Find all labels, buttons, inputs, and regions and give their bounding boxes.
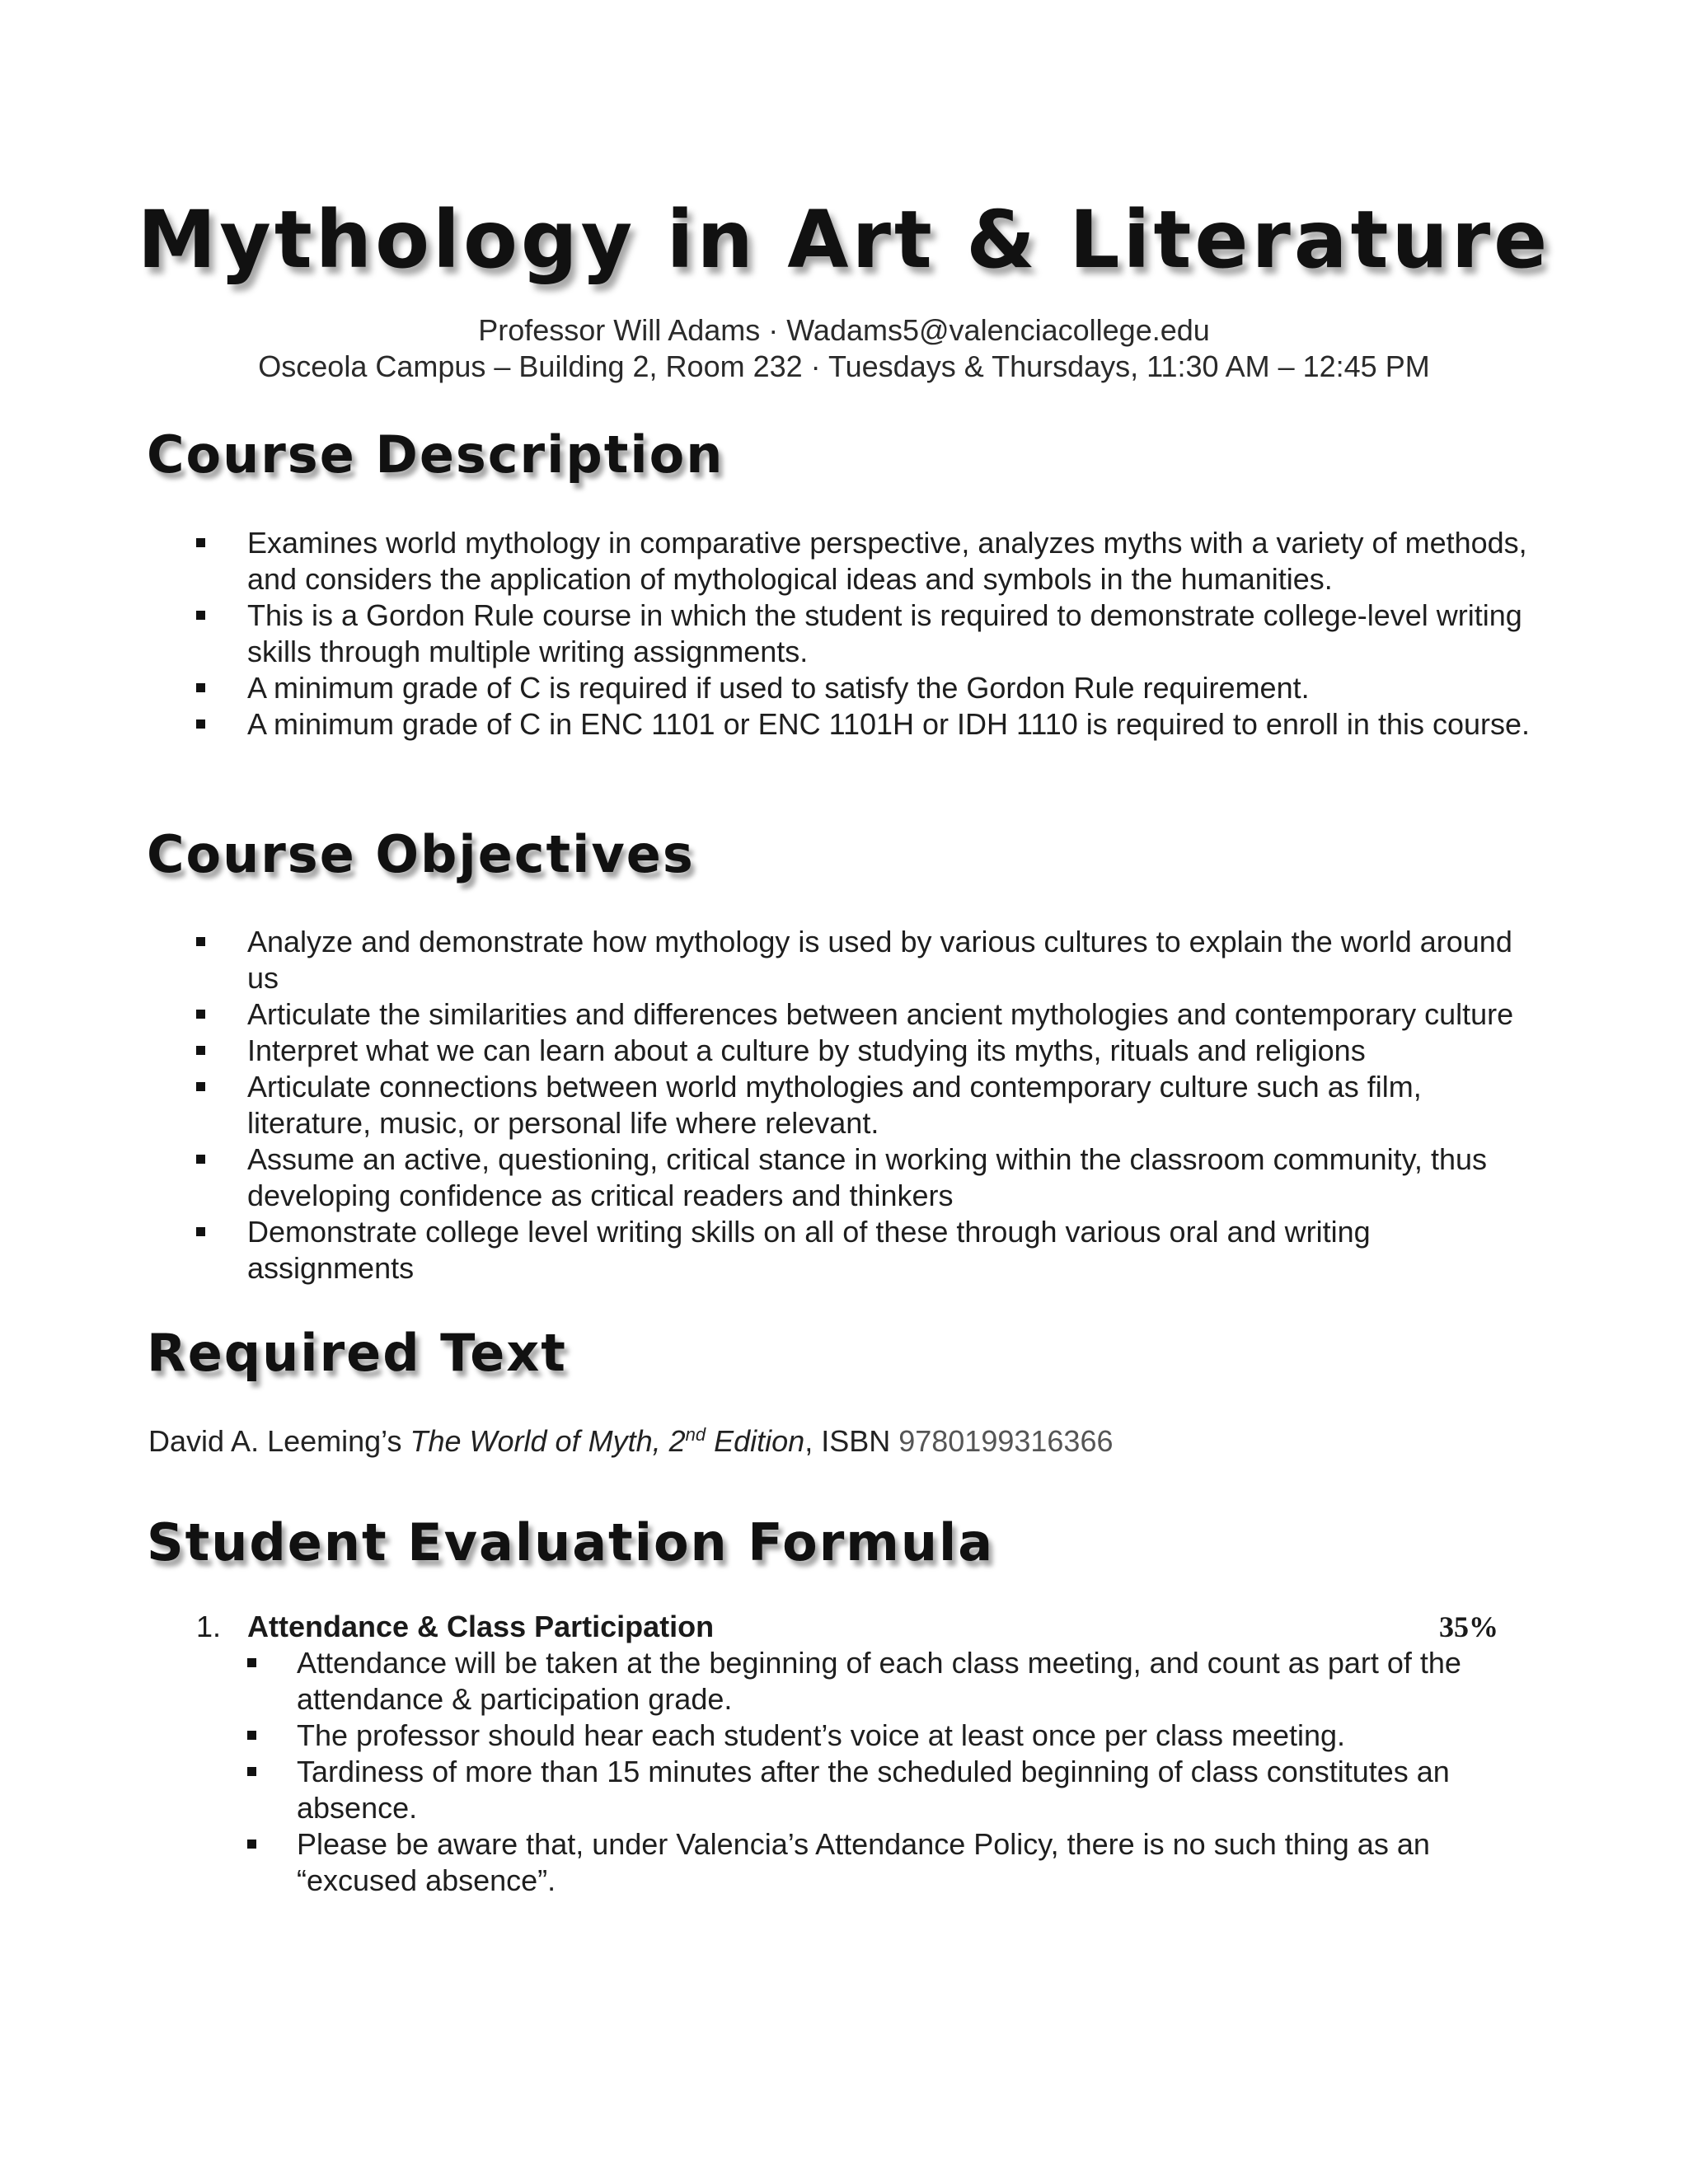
bullet-square-icon: [196, 538, 205, 547]
list-item-text: Please be aware that, under Valencia’s Attendance Policy, there is no such thing as an “excused absence”.: [297, 1827, 1430, 1897]
isbn-label: , ISBN: [804, 1424, 899, 1458]
list-item-text: Examines world mythology in comparative perspective, analyzes myths with a variety of methods, and considers the application of mythological ideas and symbols in the humanities.: [247, 526, 1527, 596]
bullet-square-icon: [196, 937, 205, 946]
list-item: [196, 924, 1531, 996]
list-item-text: Assume an active, questioning, critical stance in working within the classroom community, thus developing confidence as critical readers and thinkers: [247, 1142, 1487, 1212]
bullet-square-icon: [196, 1046, 205, 1055]
bullet-square-icon: [247, 1731, 256, 1740]
bullet-square-icon: [247, 1840, 256, 1849]
list-item-text: The professor should hear each student’s voice at least once per class meeting.: [297, 1718, 1346, 1752]
list-item-text: A minimum grade of C is required if used to satisfy the Gordon Rule requirement.: [247, 671, 1310, 705]
bullet-square-icon: [247, 1767, 256, 1776]
edition-suffix: Edition: [706, 1424, 805, 1458]
list-item: [247, 1645, 1533, 1718]
list-item: [247, 1754, 1533, 1826]
bullet-square-icon: [196, 1227, 205, 1236]
list-item: [196, 670, 1531, 706]
bullet-square-icon: [196, 683, 205, 692]
list-item: [196, 525, 1531, 598]
professor-contact-line: Professor Will Adams · Wadams5@valenciacollege.edu: [478, 313, 1210, 347]
course-objectives-list: [196, 924, 1531, 1286]
list-item-text: Interpret what we can learn about a culture by studying its myths, rituals and religions: [247, 1033, 1366, 1067]
list-item-text: Demonstrate college level writing skills on all of these through various oral and writing assignments: [247, 1215, 1371, 1285]
list-item-text: This is a Gordon Rule course in which the student is required to demonstrate college-level writing skills through multiple writing assignments.: [247, 598, 1522, 668]
list-item: [247, 1826, 1533, 1899]
item-number: 1.: [196, 1610, 222, 1643]
item-percent: 35%: [1439, 1610, 1498, 1643]
bullet-square-icon: [196, 1010, 205, 1019]
course-objectives-heading: Course Objectives: [147, 824, 695, 884]
page-title: Mythology in Art & Literature: [137, 194, 1551, 286]
list-item: [196, 1069, 1531, 1141]
list-item: [196, 1033, 1531, 1069]
isbn-value: 9780199316366: [898, 1424, 1114, 1458]
bullet-square-icon: [196, 1155, 205, 1164]
list-item: [196, 1141, 1531, 1214]
book-title: The World of Myth, 2: [410, 1424, 686, 1458]
course-description-list: [196, 525, 1531, 743]
list-item: [196, 1214, 1531, 1286]
list-item-text: Tardiness of more than 15 minutes after the scheduled beginning of class constitutes an absence.: [297, 1755, 1450, 1825]
attendance-details-list: [247, 1645, 1533, 1899]
class-location-time-line: Osceola Campus – Building 2, Room 232 · Tuesdays & Thursdays, 11:30 AM – 12:45 PM: [258, 349, 1430, 383]
list-item-text: Articulate connections between world mythologies and contemporary culture such as film, literature, music, or personal life where relevant.: [247, 1070, 1422, 1140]
book-author: David A. Leeming’s: [148, 1424, 410, 1458]
list-item-text: A minimum grade of C in ENC 1101 or ENC 1101H or IDH 1110 is required to enroll in this course.: [247, 707, 1531, 741]
list-item: [196, 598, 1531, 670]
evaluation-formula-heading: Student Evaluation Formula: [147, 1512, 995, 1572]
required-text-citation: [148, 1424, 1114, 1459]
list-item-text: Articulate the similarities and differences between ancient mythologies and contemporary culture: [247, 997, 1514, 1031]
list-item: [196, 996, 1531, 1033]
bullet-square-icon: [196, 719, 205, 729]
edition-superscript: nd: [685, 1424, 706, 1445]
list-item: [247, 1718, 1533, 1754]
bullet-square-icon: [247, 1658, 256, 1667]
bullet-square-icon: [196, 1082, 205, 1091]
list-item-text: Attendance will be taken at the beginning of each class meeting, and count as part of the attendance & participation grade.: [297, 1646, 1461, 1716]
required-text-heading: Required Text: [147, 1323, 567, 1383]
course-description-heading: Course Description: [147, 424, 724, 485]
item-name: Attendance & Class Participation: [247, 1610, 715, 1643]
list-item: [196, 706, 1531, 743]
bullet-square-icon: [196, 611, 205, 620]
list-item-text: Analyze and demonstrate how mythology is used by various cultures to explain the world around us: [247, 925, 1512, 995]
